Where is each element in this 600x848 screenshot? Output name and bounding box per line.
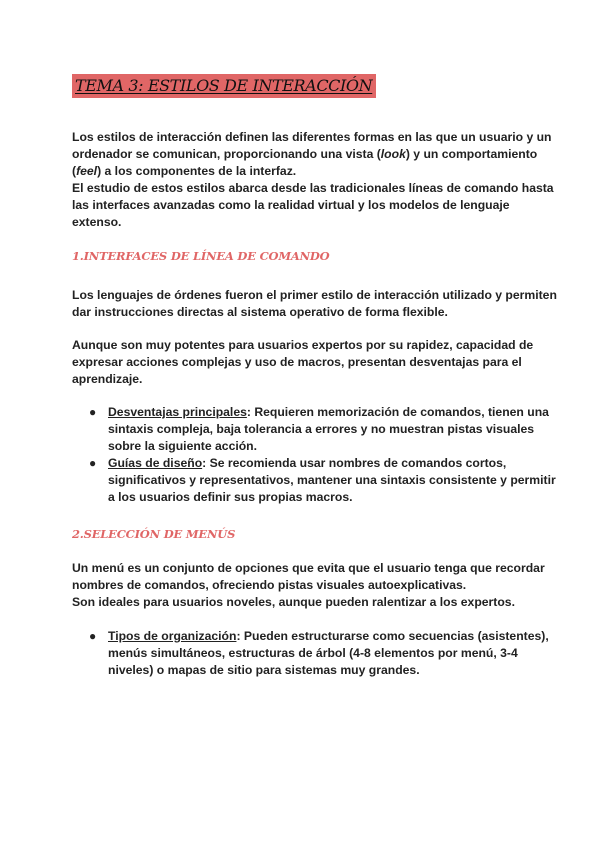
bullet-term: Guías de diseño <box>108 456 203 470</box>
text-line: Los estilos de interacción definen las diferentes formas en las que un usuario y un <box>72 130 552 144</box>
bullet-term: Desventajas principales <box>108 405 247 419</box>
bullet-term: Tipos de organización <box>108 629 237 643</box>
section1-bullet-list <box>72 404 556 506</box>
text-run: : Se recomienda usar nombres de comandos cortos, <box>202 456 507 470</box>
text-line: significativos y representativos, mantener una sintaxis consistente y permitir <box>108 473 556 487</box>
text-line: a los usuarios definir sus propias macros. <box>108 490 353 504</box>
text-line: Aunque son muy potentes para usuarios expertos por su rapidez, capacidad de <box>72 338 534 352</box>
text-line <box>108 628 549 645</box>
text-line: niveles) o mapas de sitio para sistemas muy grandes. <box>108 663 420 677</box>
text-run: ordenador se comunican, proporcionando una vista ( <box>72 147 381 161</box>
text-run: : Requieren memorización de comandos, tienen una <box>246 405 549 419</box>
text-line <box>108 404 549 421</box>
text-line: sobre la siguiente acción. <box>108 439 258 453</box>
emphasis-look: look <box>380 147 406 161</box>
text-run: ) a los componentes de la interfaz. <box>97 164 297 178</box>
text-line <box>72 163 532 180</box>
section1-paragraph-2 <box>72 337 532 388</box>
bullet-icon: ● <box>89 629 97 643</box>
text-line: extenso. <box>72 215 122 229</box>
page-title: TEMA 3: ESTILOS DE INTERACCIÓN <box>72 74 376 98</box>
bullet-icon: ● <box>89 405 97 419</box>
text-line: expresar acciones complejas y uso de macros, presentan desventajas para el <box>72 355 522 369</box>
text-line: Un menú es un conjunto de opciones que evita que el usuario tenga que recordar <box>72 561 545 575</box>
section2-bullet-list <box>72 628 549 679</box>
list-item <box>72 404 549 455</box>
emphasis-feel: feel <box>76 164 98 178</box>
section1-paragraph-1 <box>72 287 557 321</box>
bullet-icon: ● <box>89 456 97 470</box>
text-line: aprendizaje. <box>72 372 143 386</box>
text-line: menús simultáneos, estructuras de árbol (4-8 elementos por menú, 3-4 <box>108 646 518 660</box>
list-item <box>72 628 549 679</box>
section2-paragraph <box>72 560 545 611</box>
text-line <box>108 455 542 472</box>
list-item <box>72 455 556 506</box>
text-line: dar instrucciones directas al sistema operativo de forma flexible. <box>72 305 448 319</box>
text-line: Son ideales para usuarios noveles, aunque pueden ralentizar a los expertos. <box>72 595 515 609</box>
text-line: sintaxis compleja, baja tolerancia a errores y no muestran pistas visuales <box>108 422 535 436</box>
text-run: ( <box>72 164 77 178</box>
text-line <box>72 146 538 163</box>
section-heading-command-line: 1.INTERFACES DE LÍNEA DE COMANDO <box>72 249 330 263</box>
text-line: las interfaces avanzadas como la realidad virtual y los modelos de lenguaje <box>72 198 510 212</box>
text-line: El estudio de estos estilos abarca desde las tradicionales líneas de comando hasta <box>72 181 554 195</box>
text-line: Los lenguajes de órdenes fueron el primer estilo de interacción utilizado y permiten <box>72 288 557 302</box>
intro-paragraph <box>72 129 554 231</box>
section-heading-menus: 2.SELECCIÓN DE MENÚS <box>72 527 236 541</box>
text-run: ) y un comportamiento <box>405 147 538 161</box>
text-run: : Pueden estructurarse como secuencias (asistentes), <box>236 629 549 643</box>
text-line: nombres de comandos, ofreciendo pistas visuales autoexplicativas. <box>72 578 467 592</box>
